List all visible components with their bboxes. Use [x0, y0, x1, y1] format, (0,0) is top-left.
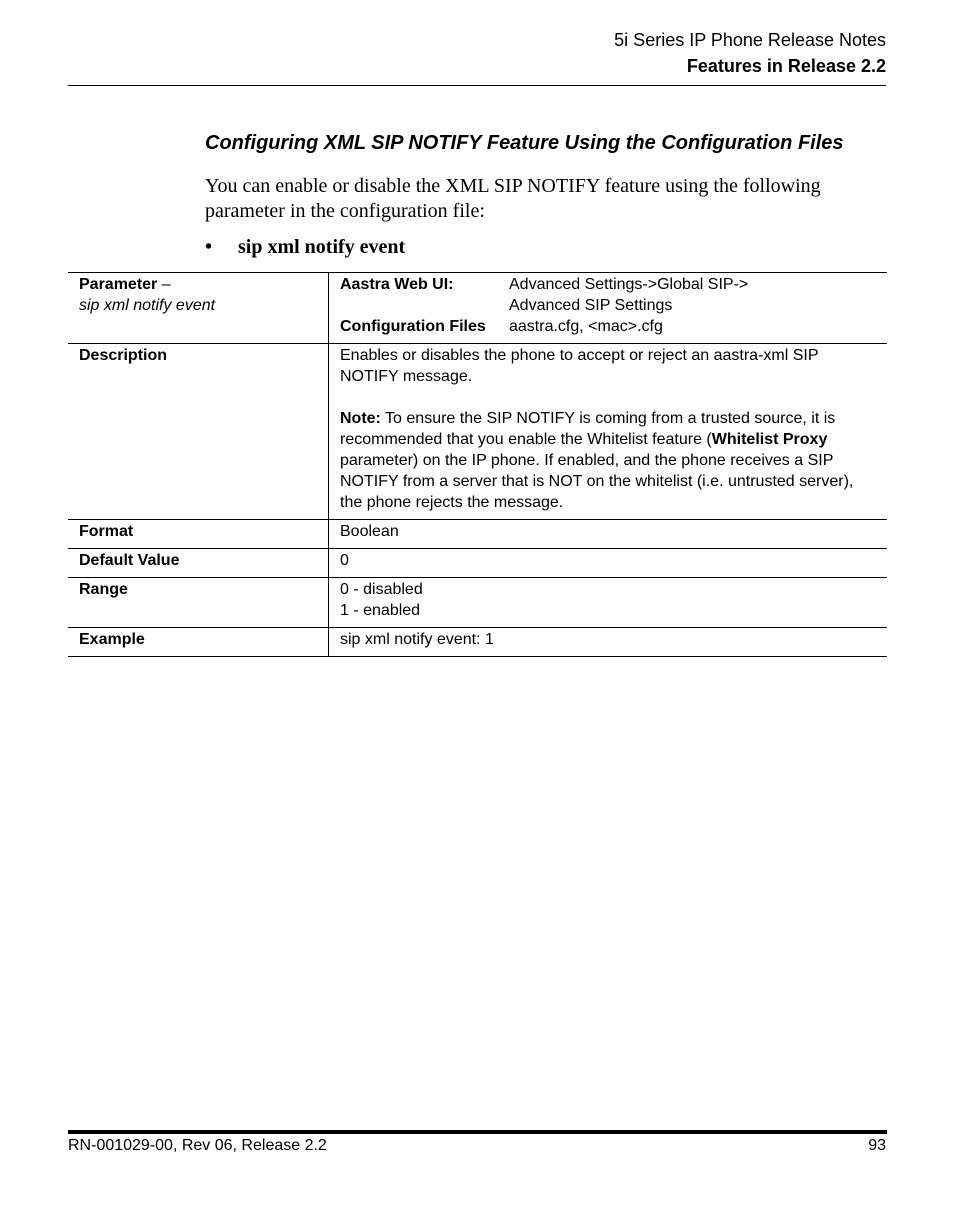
range-label: Range: [68, 578, 329, 628]
web-ui-row: [340, 274, 873, 316]
config-files-row: [340, 316, 873, 337]
note-bold-term: Whitelist Proxy: [711, 431, 828, 448]
description-cell: [329, 344, 888, 520]
paragraph-gap: [340, 387, 873, 408]
parameter-cell: [68, 273, 329, 344]
format-label: Format: [68, 520, 329, 549]
bullet-text: sip xml notify event: [238, 236, 406, 258]
footer-doc-id: RN-001029-00, Rev 06, Release 2.2: [68, 1137, 327, 1154]
web-ui-value-line1: Advanced Settings->Global SIP->: [509, 276, 749, 293]
config-files-value: aastra.cfg, <mac>.cfg: [509, 318, 663, 335]
note-label: Note:: [340, 410, 381, 427]
parameter-name: sip xml notify event: [79, 297, 216, 314]
footer-divider: [68, 1130, 887, 1134]
parameter-table: [68, 272, 887, 657]
note-paragraph: [340, 408, 873, 513]
example-value: sip xml notify event: 1: [329, 628, 888, 657]
description-text: Enables or disables the phone to accept or reject an aastra-xml SIP NOTIFY message.: [340, 347, 819, 385]
parameter-dash: –: [157, 276, 171, 293]
table-row-format: [68, 520, 887, 549]
parameter-label: Parameter: [79, 276, 158, 293]
default-value: 0: [329, 549, 888, 578]
range-value-enabled: 1 - enabled: [340, 602, 421, 619]
bullet-item: [205, 235, 405, 260]
location-cell: [329, 273, 888, 344]
web-ui-label: Aastra Web UI:: [340, 276, 454, 293]
format-value: Boolean: [329, 520, 888, 549]
table-row-example: [68, 628, 887, 657]
table-row-range: [68, 578, 887, 628]
table-row-default-value: [68, 549, 887, 578]
note-text-1: To ensure the SIP NOTIFY is coming from a trusted source, it is recommended that you enable the Whitelist feature (: [340, 410, 836, 448]
example-label: Example: [68, 628, 329, 657]
web-ui-value: [509, 274, 873, 316]
default-value-label: Default Value: [68, 549, 329, 578]
section-heading: Configuring XML SIP NOTIFY Feature Using the Configuration Files: [205, 132, 844, 154]
bullet-symbol: •: [205, 236, 213, 258]
description-label: Description: [68, 344, 329, 520]
note-text-2: parameter) on the IP phone. If enabled, and the phone receives a SIP NOTIFY from a server that is NOT on the whitelist (i.e. untrusted server), the phone rejects the message.: [340, 452, 854, 511]
header-divider: [68, 85, 886, 86]
config-files-label: Configuration Files: [340, 318, 486, 335]
intro-paragraph: You can enable or disable the XML SIP NOTIFY feature using the following parameter in the configuration file:: [205, 175, 821, 222]
running-header-section-title: Features in Release 2.2: [686, 56, 886, 76]
running-header-doc-title: 5i Series IP Phone Release Notes: [614, 30, 886, 50]
range-value-disabled: 0 - disabled: [340, 581, 423, 598]
page-number: 93: [868, 1137, 886, 1154]
table-row-parameter: [68, 273, 887, 344]
table-row-description: [68, 344, 887, 520]
range-cell: [329, 578, 888, 628]
web-ui-value-line2: Advanced SIP Settings: [509, 297, 673, 314]
